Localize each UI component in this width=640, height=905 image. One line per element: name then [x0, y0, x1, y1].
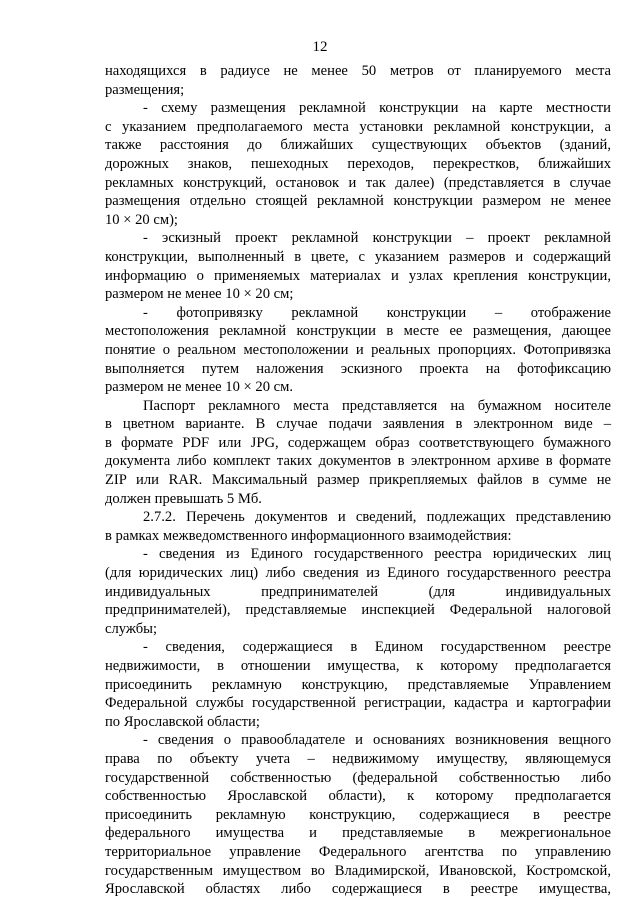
text-line: Ярославской областях либо содержащиеся в реестре имущества, — [105, 881, 611, 898]
document-body — [105, 62, 611, 899]
text-line: государственным имуществом во Владимирской, Ивановской, Костромской, — [105, 862, 611, 879]
text-line: документа либо комплект таких документов в электронном архиве в формате — [105, 453, 611, 470]
text-line: - фотопривязку рекламной конструкции – отображение — [143, 304, 611, 321]
page-number: 12 — [312, 39, 328, 55]
text-line: - сведения о правообладателе и основаниях возникновения вещного — [143, 732, 611, 749]
text-line: - схему размещения рекламной конструкции на карте местности — [143, 100, 611, 117]
text-line: выполняется путем наложения эскизного проекта на фотофиксацию — [105, 360, 611, 377]
text-line: в формате PDF или JPG, содержащем образ соответствующего бумажного — [105, 434, 611, 451]
text-line: 10 × 20 см); — [105, 211, 178, 228]
text-line: службы; — [105, 620, 158, 637]
text-line: дорожных знаков, пешеходных переходов, перекрестков, ближайших — [105, 155, 611, 172]
text-line: федерального имущества и представляемые в межрегиональное — [105, 825, 611, 842]
text-line: размещения; — [105, 81, 185, 98]
text-line: 2.7.2. Перечень документов и сведений, подлежащих представлению — [143, 509, 611, 526]
text-line: также расстояния до ближайших существующих объектов (зданий, — [105, 137, 611, 154]
text-line: в рамках межведомственного информационного взаимодействия: — [105, 527, 512, 544]
text-line: конструкции, выполненный в цвете, с указанием размеров и содержащий — [105, 248, 611, 265]
text-line: - эскизный проект рекламной конструкции – проект рекламной — [143, 230, 611, 247]
text-line: ZIP или RAR. Максимальный размер прикрепляемых файлов в сумме не — [105, 472, 611, 489]
text-line: Федеральной службы государственной регистрации, кадастра и картографии — [105, 695, 611, 712]
text-line: (для юридических лиц) либо сведения из Единого государственного реестра — [105, 565, 611, 582]
text-line: информацию о применяемых материалах и узлах крепления конструкции, — [105, 267, 611, 284]
text-line: с указанием предполагаемого места установки рекламной конструкции, а — [105, 118, 611, 135]
text-line: должен превышать 5 Мб. — [105, 490, 262, 507]
text-line: по Ярославской области; — [105, 713, 260, 730]
text-line: собственностью Ярославской области), к которому предполагается — [105, 788, 611, 805]
text-line: рекламных конструкций, остановок и так далее) (представляется в случае — [105, 174, 611, 191]
text-line: индивидуальных предпринимателей (для индивидуальных — [105, 583, 611, 600]
text-line: размером не менее 10 × 20 см. — [105, 379, 294, 396]
text-line: права по объекту учета – недвижимому имуществу, являющемуся — [105, 750, 611, 767]
text-line: присоединить рекламную конструкцию, содержащиеся в реестре — [105, 806, 611, 823]
text-line: в цветном варианте. В случае подачи заявления в электронном виде – — [105, 416, 611, 433]
text-line: территориальное управление Федерального агентства по управлению — [105, 843, 611, 860]
text-line: - сведения из Единого государственного реестра юридических лиц — [143, 546, 611, 563]
text-line: предпринимателей), представляемые инспекцией Федеральной налоговой — [105, 602, 611, 619]
text-line: понятие о реальном местоположении и реальных пропорциях. Фотопривязка — [105, 341, 611, 358]
text-line: государственной собственностью (федеральной собственностью либо — [105, 769, 611, 786]
text-line: находящихся в радиусе не менее 50 метров от планируемого места — [105, 63, 611, 79]
text-line: местоположения рекламной конструкции в месте ее размещения, дающее — [105, 323, 611, 340]
text-line: Паспорт рекламного места представляется на бумажном носителе — [143, 397, 611, 414]
text-line: размером не менее 10 × 20 см; — [105, 286, 294, 303]
text-line: размещения отдельно стоящей рекламной конструкции размером не менее — [105, 193, 611, 210]
text-line: - сведения, содержащиеся в Едином государственном реестре — [143, 639, 611, 656]
text-line: недвижимости, в отношении имущества, к которому предполагается — [105, 658, 611, 674]
text-line: присоединить рекламную конструкцию, представляемые Управлением — [105, 676, 611, 693]
